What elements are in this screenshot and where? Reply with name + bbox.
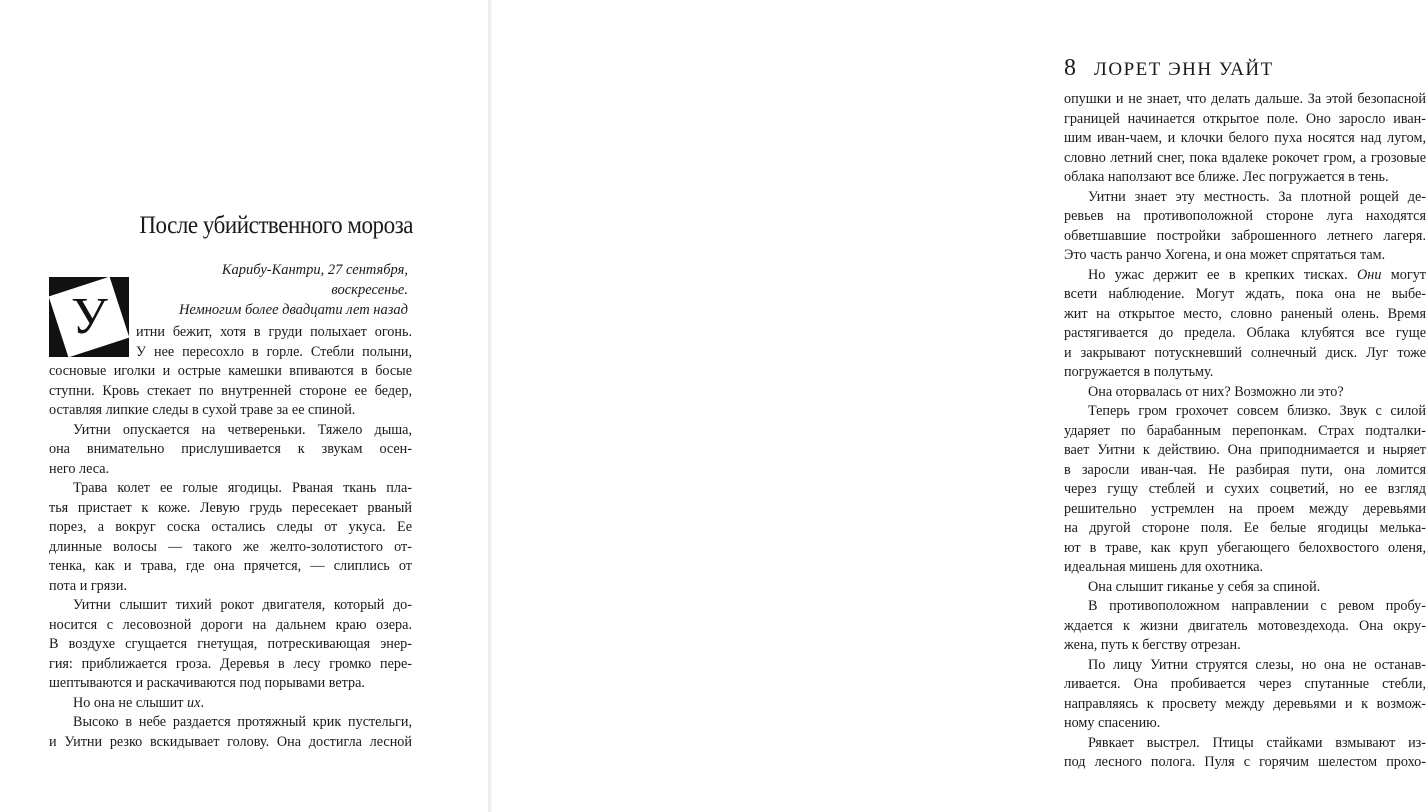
text-line: В воздухе сгущается гнетущая, потрескивающая энер- (49, 636, 412, 652)
text-line: словно летний снег, пока вдалеке рокочет гром, а грозовые (1064, 149, 1426, 166)
text-line: ждается к жизни двигатель мотовездехода. Она окру- (1064, 617, 1426, 634)
text-line: и закрывают потускневший солнечный диск. Луг тоже (1064, 344, 1426, 361)
epigraph-line: Карибу-Кантри, 27 сентября, (221, 262, 408, 278)
text-line: ступни. Кровь стекает по внутренней стороне ее бедер, (49, 382, 412, 399)
right-page (492, 0, 1426, 812)
text-line: ливается. Она пробивается через спутанные стебли, (1064, 676, 1426, 692)
text-line: опушки и не знает, что делать дальше. За этой безопасной (1064, 91, 1426, 107)
left-body-text (49, 323, 412, 752)
text-line: тенка, как и трава, где она прячется, — слиплись от (49, 558, 412, 574)
text-line: него леса. (49, 460, 110, 477)
text-line: границей начинается открытое поле. Оно заросло иван- (1064, 110, 1426, 127)
text-line: Уитни слышит тихий рокот двигателя, который до- (73, 597, 412, 613)
epigraph (128, 260, 408, 320)
left-page (0, 0, 488, 812)
epigraph-line: Немногим более двадцати лет назад (178, 302, 408, 318)
text-line: через гущу стеблей и сухих соцветий, но ее взгляд (1064, 481, 1426, 497)
text-line: она внимательно прислушивается к звукам осен- (49, 441, 412, 457)
text-line: У нее пересохло в горле. Стебли полыни, (136, 343, 412, 360)
text-line: порез, а вокруг соска остались следы от укуса. Ее (49, 519, 412, 535)
chapter-title: После убийственного мороза (139, 212, 413, 239)
text-line: жит на открытое место, словно раненый олень. Время (1064, 305, 1426, 322)
text-line: Теперь гром грохочет совсем близко. Звук с силой (1088, 403, 1426, 419)
text-line: ударяет по барабанным перепонкам. Страх подталки- (1064, 422, 1426, 439)
text-line: на другой стороне поля. Ее белые ягодицы мелька- (1064, 520, 1426, 536)
text-line: В противоположном направлении с ревом пробу- (1088, 598, 1426, 614)
text-line: решительно устремлен на проем между деревьями (1064, 500, 1426, 517)
running-head: ЛОРЕТ ЭНН УАЙТ (1094, 59, 1274, 80)
text-line: Но она не слышит их. (73, 694, 204, 711)
text-line: оставляя липкие следы в сухой траве за ее спиной. (49, 402, 356, 418)
right-body-text (1064, 90, 1426, 773)
text-line: направляясь к просвету между деревьями и к возмож- (1064, 695, 1426, 712)
text-line: Рявкает выстрел. Птицы стайками взмывают из- (1088, 734, 1426, 751)
text-line: растягивается до предела. Облака клубятся все гуще (1064, 325, 1426, 341)
text-line: погружается в полутьму. (1064, 364, 1214, 380)
text-line: ют в траве, как круп убегающего белохвостого оленя, (1064, 539, 1426, 556)
text-line: Она слышит гиканье у себя за спиной. (1088, 578, 1321, 595)
text-line: ному спасению. (1064, 715, 1161, 731)
text-line: всети наблюдение. Могут ждать, пока она не выбе- (1064, 286, 1426, 302)
text-line: под лесного полога. Пуля с горячим шелестом прохо- (1064, 754, 1426, 770)
text-line: Это часть ранчо Хогена, и она может спрятаться там. (1064, 247, 1386, 263)
text-line: в заросли иван-чая. Не разбирая пути, она ломится (1064, 461, 1426, 478)
page-number: 8 (1064, 55, 1076, 81)
text-line: По лицу Уитни струятся слезы, но она не останав- (1088, 656, 1426, 673)
text-line: тья пристает к коже. Левую грудь пересекает рваный (49, 499, 412, 516)
text-line: гия: приближается гроза. Деревья в лесу громко пере- (49, 655, 412, 672)
text-line: Но ужас держит ее в крепких тисках. Они могут (1088, 266, 1426, 283)
text-line: облака наползают все ближе. Лес погружается в тень. (1064, 169, 1389, 185)
text-line: Высоко в небе раздается протяжный крик пустельги, (73, 714, 412, 730)
text-line: вает Уитни к действию. Она приподнимается и ныряет (1064, 442, 1426, 458)
drop-cap-letter: У (70, 288, 108, 346)
text-line: сосновые иголки и острые камешки впиваются в босые (49, 363, 412, 379)
text-line: идеальная мишень для охотника. (1064, 559, 1264, 575)
text-line: носится с лесовозной дороги на дальнем краю озера. (49, 616, 412, 633)
text-line: Трава колет ее голые ягодицы. Рваная ткань пла- (73, 480, 412, 496)
text-line: Она оторвалась от них? Возможно ли это? (1088, 383, 1344, 400)
text-line: жена, путь к бегству отрезан. (1064, 637, 1241, 653)
text-line: Уитни знает эту местность. За плотной рощей де- (1088, 188, 1426, 205)
text-line: длинные волосы — такого же желто-золотистого от- (49, 538, 412, 555)
text-line: шептываются и раскачиваются под порывами ветра. (49, 675, 365, 691)
text-line: Уитни опускается на четвереньки. Тяжело дыша, (73, 421, 412, 438)
text-line: итни бежит, хотя в груди полыхает огонь. (136, 324, 412, 340)
text-line: ревьев на противоположной стороне луга находятся (1064, 208, 1426, 224)
text-line: обветшавшие постройки заброшенного летнего лагеря. (1064, 227, 1426, 244)
text-line: шим иван-чаем, и клочки белого пуха носятся над лугом, (1064, 130, 1426, 146)
epigraph-line: воскресенье. (331, 282, 408, 298)
text-line: пота и грязи. (49, 577, 128, 594)
text-line: и Уитни резко вскидывает голову. Она достигла лесной (49, 733, 412, 750)
